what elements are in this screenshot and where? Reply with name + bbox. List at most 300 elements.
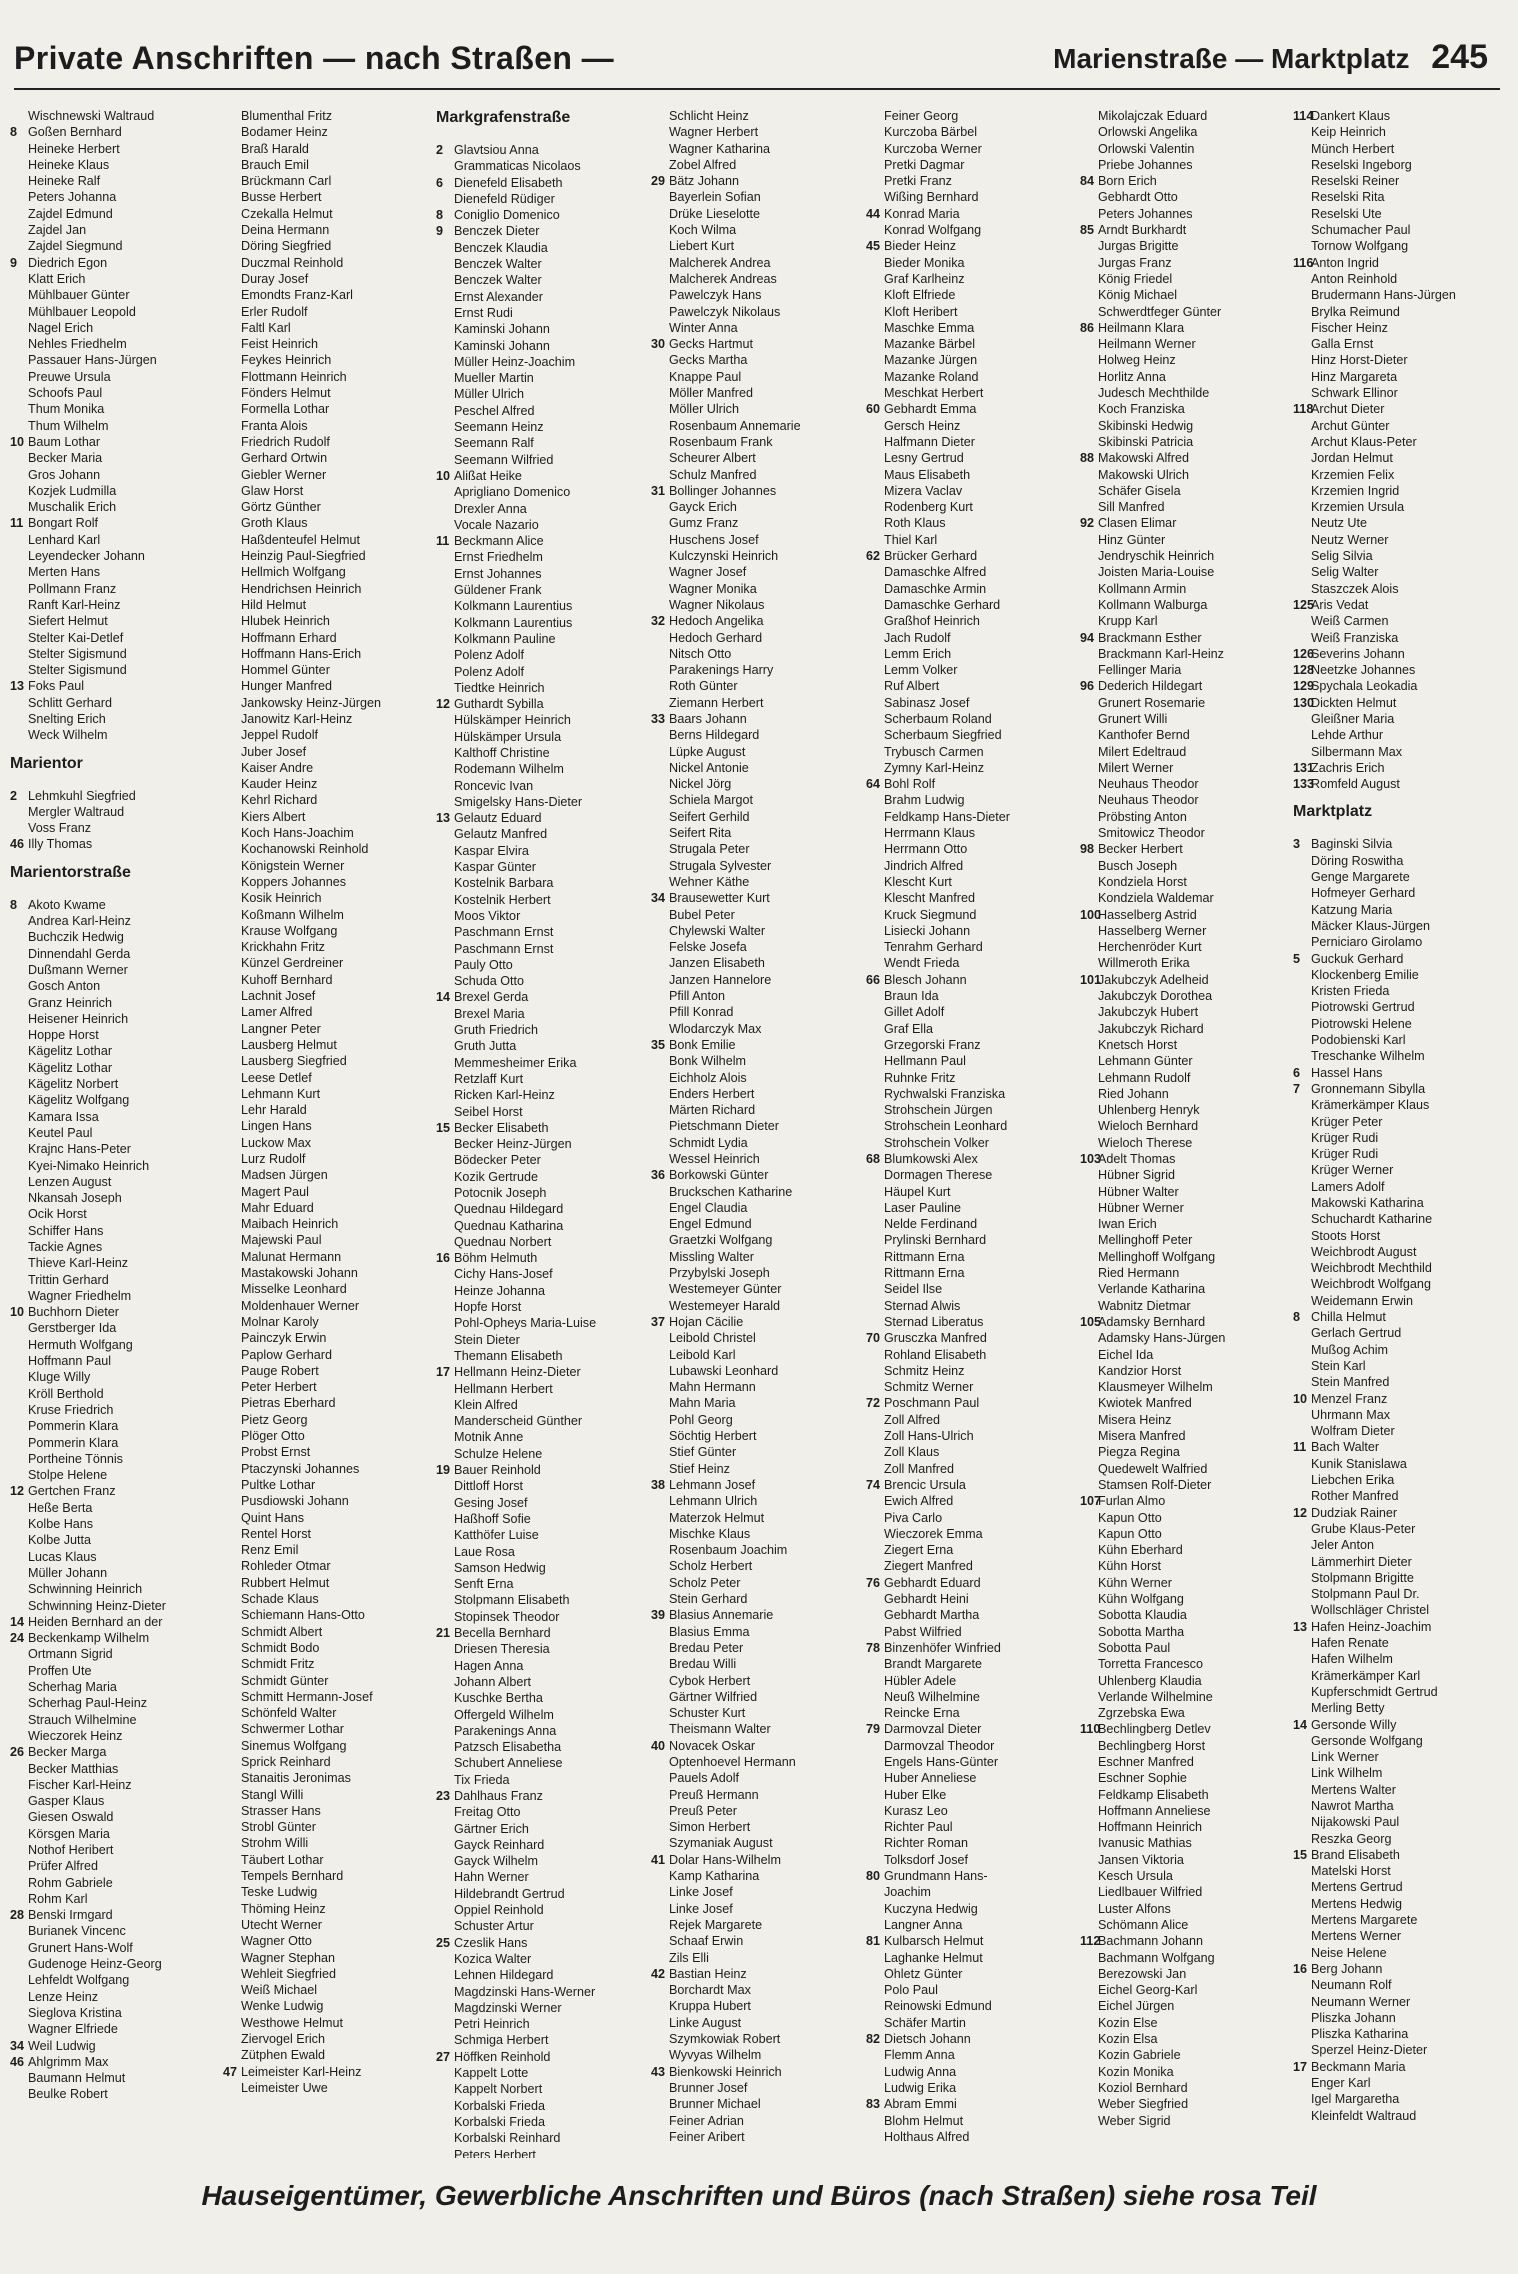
resident-name: Hinz Margareta (1311, 369, 1398, 384)
resident-name: Hildebrandt Gertrud (454, 1886, 565, 1901)
resident-name: Neumann Rolf (1311, 1978, 1392, 1993)
directory-entry (1080, 336, 1292, 352)
directory-entry (651, 890, 863, 906)
directory-entry (1080, 1787, 1292, 1803)
directory-entry (223, 1982, 435, 1998)
directory-entry (866, 2015, 1078, 2031)
directory-entry (436, 843, 648, 859)
resident-name: Schiela Margot (669, 793, 753, 808)
resident-name: Spychala Leokadia (1311, 679, 1418, 694)
resident-name: Schmidt Lydia (669, 1135, 748, 1150)
directory-entry (1080, 1770, 1292, 1786)
resident-name: Hahn Werner (454, 1870, 529, 1885)
resident-name: Jakubczyk Adelheid (1098, 972, 1209, 987)
directory-entry (1080, 1705, 1292, 1721)
directory-entry (1293, 1228, 1505, 1244)
resident-name: Stolpmann Brigitte (1311, 1570, 1414, 1585)
directory-entry (1080, 1004, 1292, 1020)
directory-entry (1080, 695, 1292, 711)
resident-name: Furlan Almo (1098, 1494, 1166, 1509)
directory-entry (651, 1770, 863, 1786)
directory-entry (866, 1689, 1078, 1705)
resident-name: Preuß Hermann (669, 1787, 759, 1802)
directory-entry (10, 401, 222, 417)
directory-entry (866, 1542, 1078, 1558)
directory-entry (436, 191, 648, 207)
house-number: 100 (1080, 907, 1102, 922)
resident-name: Ludwig Erika (884, 2080, 957, 2095)
directory-entry (223, 1135, 435, 1151)
directory-entry (1293, 1994, 1505, 2010)
resident-name: Anton Reinhold (1311, 271, 1398, 286)
directory-entry (1080, 1477, 1292, 1493)
house-number: 2 (10, 788, 18, 803)
directory-entry (651, 238, 863, 254)
directory-entry (1080, 1347, 1292, 1363)
directory-entry (866, 1933, 1078, 1949)
directory-entry (651, 532, 863, 548)
house-number: 42 (651, 1966, 666, 1981)
directory-entry (10, 304, 222, 320)
resident-name: Lurz Rudolf (241, 1152, 306, 1166)
directory-entry (1080, 939, 1292, 955)
resident-name: Kolkmann Laurentius (454, 615, 573, 630)
resident-name: Wyvyas Wilhelm (669, 2048, 762, 2063)
resident-name: Täubert Lothar (241, 1852, 324, 1867)
directory-entry (866, 1086, 1078, 1102)
resident-name: Nelde Ferdinand (884, 1217, 978, 1232)
directory-entry (10, 385, 222, 401)
resident-name: Schubert Anneliese (454, 1756, 563, 1771)
resident-name: Berns Hildegard (669, 728, 760, 743)
directory-entry (436, 1739, 648, 1755)
resident-name: Duczmal Reinhold (241, 255, 344, 270)
resident-name: Staszczek Alois (1311, 581, 1399, 596)
directory-entry (223, 1884, 435, 1900)
resident-name: Lehmann Josef (669, 1477, 756, 1492)
resident-name: Krupp Karl (1098, 614, 1158, 629)
directory-entry (651, 858, 863, 874)
resident-name: Seifert Rita (669, 826, 732, 841)
directory-entry (436, 1560, 648, 1576)
resident-name: Kamp Katharina (669, 1869, 760, 1884)
resident-name: Emondts Franz-Karl (241, 288, 353, 303)
directory-entry (223, 434, 435, 450)
resident-name: Dietsch Johann (884, 2032, 971, 2047)
house-number: 83 (866, 2097, 881, 2112)
directory-entry (1080, 760, 1292, 776)
directory-entry (866, 1884, 1078, 1900)
resident-name: Mahn Maria (669, 1396, 736, 1411)
resident-name: Wagner Friedhelm (28, 1288, 132, 1303)
resident-name: Duray Josef (241, 271, 309, 286)
house-number: 39 (651, 1608, 666, 1623)
directory-entry (436, 256, 648, 272)
directory-entry (436, 240, 648, 256)
house-number: 32 (651, 614, 666, 629)
resident-name: Eichel Ida (1098, 1347, 1154, 1362)
resident-name: Hoppe Horst (28, 1028, 99, 1043)
resident-name: Pultke Lothar (241, 1477, 316, 1492)
resident-name: Kozin Monika (1098, 2064, 1174, 2079)
resident-name: Pretki Franz (884, 174, 952, 189)
directory-entry (1080, 483, 1292, 499)
directory-entry (1293, 711, 1505, 727)
house-number: 28 (10, 1908, 25, 1923)
house-number: 27 (436, 2049, 451, 2064)
resident-name: Enders Herbert (669, 1086, 755, 1101)
house-number: 26 (10, 1745, 25, 1760)
directory-entry (223, 1232, 435, 1248)
resident-name: Jakubczyk Richard (1098, 1021, 1204, 1036)
directory-entry (436, 1723, 648, 1739)
resident-name: Pommerin Klara (28, 1435, 119, 1450)
directory-entry (10, 1255, 222, 1271)
directory-entry (223, 450, 435, 466)
resident-name: Mellinghoff Wolfgang (1098, 1249, 1216, 1264)
directory-entry (10, 929, 222, 945)
directory-entry (436, 615, 648, 631)
resident-name: Schade Klaus (241, 1592, 319, 1607)
directory-entry (866, 385, 1078, 401)
resident-name: Kaspar Günter (454, 860, 536, 875)
directory-entry (436, 305, 648, 321)
resident-name: Benski Irmgard (28, 1908, 113, 1923)
directory-entry (436, 1902, 648, 1918)
house-number: 16 (436, 1251, 451, 1266)
directory-entry (223, 695, 435, 711)
resident-name: Peters Johannes (1098, 206, 1193, 221)
resident-name: Baumann Helmut (28, 2071, 126, 2086)
directory-entry (866, 1102, 1078, 1118)
directory-entry (866, 1852, 1078, 1868)
resident-name: Bauer Reinhold (454, 1463, 541, 1478)
directory-entry (1293, 869, 1505, 885)
directory-entry (223, 1656, 435, 1672)
directory-entry (10, 962, 222, 978)
directory-entry (1293, 597, 1505, 613)
resident-name: Dickten Helmut (1311, 695, 1397, 710)
resident-name: Grunert Rosemarie (1098, 695, 1206, 710)
resident-name: Lehde Arthur (1311, 728, 1384, 743)
directory-entry (10, 483, 222, 499)
house-number: 129 (1293, 679, 1315, 694)
resident-name: Stanaitis Jeronimas (241, 1771, 351, 1786)
directory-entry (1080, 1591, 1292, 1607)
directory-entry (436, 664, 648, 680)
directory-entry (1293, 1863, 1505, 1879)
resident-name: Hafen Heinz-Joachim (1311, 1619, 1432, 1634)
resident-name: Cybok Herbert (669, 1673, 751, 1688)
resident-name: Jurgas Franz (1098, 255, 1172, 270)
directory-entry (651, 1395, 863, 1411)
directory-entry (1293, 1179, 1505, 1195)
resident-name: Reselski Ute (1311, 206, 1382, 221)
resident-name: Brauch Emil (241, 157, 309, 172)
resident-name: Busch Joseph (1098, 858, 1178, 873)
resident-name: Dederich Hildegart (1098, 679, 1203, 694)
directory-entry (651, 874, 863, 890)
directory-entry (436, 2065, 648, 2081)
directory-entry (1080, 1379, 1292, 1395)
directory-entry (436, 1283, 648, 1299)
resident-name: Snelting Erich (28, 711, 106, 726)
resident-name: Gerlach Gertrud (1311, 1326, 1402, 1341)
resident-name: Jakubczyk Hubert (1098, 1005, 1199, 1020)
resident-name: Lemm Volker (884, 663, 958, 678)
resident-name: Hübler Adele (884, 1673, 957, 1688)
house-number: 82 (866, 2032, 881, 2047)
directory-entry (866, 255, 1078, 271)
directory-entry (651, 1379, 863, 1395)
resident-name: Maschke Emma (884, 320, 975, 335)
resident-name: Scholz Herbert (669, 1559, 753, 1574)
resident-name: Podobienski Karl (1311, 1033, 1406, 1048)
resident-name: Schäfer Gisela (1098, 483, 1181, 498)
directory-entry (1293, 1798, 1505, 1814)
directory-entry (651, 1314, 863, 1330)
directory-entry (10, 820, 222, 836)
directory-entry (651, 1917, 863, 1933)
resident-name: Münch Herbert (1311, 141, 1395, 156)
resident-name: Hedoch Gerhard (669, 630, 763, 645)
resident-name: Romfeld August (1311, 777, 1400, 792)
house-number: 14 (1293, 1717, 1308, 1732)
directory-entry (223, 255, 435, 271)
directory-entry (866, 1787, 1078, 1803)
directory-entry (1080, 727, 1292, 743)
resident-name: Meschkat Herbert (884, 386, 984, 401)
house-number: 10 (436, 468, 451, 483)
directory-entry (436, 1511, 648, 1527)
directory-entry (651, 1477, 863, 1493)
resident-name: Leyendecker Johann (28, 549, 145, 564)
house-number: 44 (866, 206, 881, 221)
resident-name: Linke August (669, 2015, 742, 2030)
column-4 (651, 108, 863, 2158)
resident-name: Heilmann Werner (1098, 337, 1196, 352)
directory-entry (10, 124, 222, 140)
resident-name: Baars Johann (669, 711, 747, 726)
directory-entry (651, 939, 863, 955)
directory-entry (866, 1770, 1078, 1786)
directory-entry (866, 1265, 1078, 1281)
resident-name: Wolfram Dieter (1311, 1424, 1395, 1439)
resident-name: Feiner Georg (884, 109, 959, 123)
directory-entry (651, 1998, 863, 2014)
resident-name: Piotrowski Gertrud (1311, 1000, 1415, 1015)
directory-entry (1080, 1232, 1292, 1248)
directory-entry (651, 141, 863, 157)
resident-name: Nawrot Martha (1311, 1798, 1394, 1813)
resident-name: Korbalski Frieda (454, 2098, 545, 2113)
directory-entry (1080, 1281, 1292, 1297)
directory-entry (436, 1527, 648, 1543)
directory-entry (651, 776, 863, 792)
resident-name: Magdzinski Hans-Werner (454, 1984, 596, 1999)
directory-entry (10, 1646, 222, 1662)
directory-entry (10, 173, 222, 189)
resident-name: Skibinski Patricia (1098, 434, 1194, 449)
resident-name: Müller Heinz-Joachim (454, 354, 576, 369)
directory-entry (1080, 1966, 1292, 1982)
directory-entry (866, 1526, 1078, 1542)
resident-name: Lucas Klaus (28, 1549, 97, 1564)
directory-entry (436, 1821, 648, 1837)
directory-entry (1293, 1961, 1505, 1977)
resident-name: Polo Paul (884, 1983, 938, 1998)
resident-name: Grunert Willi (1098, 711, 1168, 726)
resident-name: Rosenbaum Frank (669, 434, 773, 449)
resident-name: Hild Helmut (241, 597, 307, 612)
directory-entry (866, 1819, 1078, 1835)
resident-name: Mertens Werner (1311, 1929, 1402, 1944)
resident-name: Priebe Johannes (1098, 157, 1193, 172)
resident-name: Schmitt Hermann-Josef (241, 1689, 373, 1704)
directory-entry (1080, 792, 1292, 808)
resident-name: Roth Günter (669, 679, 738, 694)
house-number: 68 (866, 1152, 881, 1166)
resident-name: Formella Lothar (241, 402, 330, 417)
resident-name: Wißing Bernhard (884, 190, 979, 205)
directory-entry (651, 304, 863, 320)
directory-entry (223, 1591, 435, 1607)
directory-entry (651, 662, 863, 678)
directory-entry (436, 321, 648, 337)
directory-entry (866, 467, 1078, 483)
directory-entry (10, 1320, 222, 1336)
resident-name: Diedrich Egon (28, 255, 108, 270)
resident-name: Gärtner Erich (454, 1821, 529, 1836)
house-number: 62 (866, 549, 881, 564)
resident-name: Lubawski Leonhard (669, 1363, 779, 1378)
resident-name: Lamer Alfred (241, 1005, 313, 1020)
directory-entry (436, 1804, 648, 1820)
resident-name: Kaminski Johann (454, 338, 550, 353)
resident-name: Archut Klaus-Peter (1311, 434, 1417, 449)
directory-entry (10, 597, 222, 613)
house-number: 21 (436, 1626, 451, 1641)
house-number: 2 (436, 143, 444, 157)
directory-entry (866, 157, 1078, 173)
resident-name: Teske Ludwig (241, 1885, 318, 1900)
directory-entry (1080, 369, 1292, 385)
resident-name: Schiemann Hans-Otto (241, 1608, 365, 1623)
resident-name: Wagner Otto (241, 1934, 312, 1949)
directory-entry (1080, 255, 1292, 271)
resident-name: Holweg Heinz (1098, 353, 1176, 368)
resident-name: Bodamer Heinz (241, 125, 328, 140)
directory-entry (436, 1250, 648, 1266)
directory-entry (10, 995, 222, 1011)
house-number: 46 (10, 2054, 25, 2069)
directory-entry (1080, 1510, 1292, 1526)
directory-entry (223, 1689, 435, 1705)
house-number: 84 (1080, 174, 1095, 189)
resident-name: Deina Hermann (241, 223, 330, 238)
directory-entry (866, 1575, 1078, 1591)
directory-entry (223, 727, 435, 743)
directory-entry (866, 124, 1078, 140)
resident-name: Willmeroth Erika (1098, 956, 1190, 971)
directory-entry (436, 810, 648, 826)
directory-entry (1080, 189, 1292, 205)
directory-entry (10, 1190, 222, 1206)
resident-name: Strugala Peter (669, 842, 750, 857)
directory-entry (223, 1950, 435, 1966)
resident-name: Reincke Erna (884, 1706, 960, 1721)
resident-name: Wagner Josef (669, 565, 747, 580)
resident-name: Fellinger Maria (1098, 663, 1182, 678)
directory-entry (866, 1656, 1078, 1672)
directory-entry (223, 532, 435, 548)
resident-name: Parakenings Harry (669, 663, 774, 678)
resident-name: Kuhoff Bernhard (241, 972, 333, 987)
resident-name: Coniglio Domenico (454, 208, 560, 223)
resident-name: Tenrahm Gerhard (884, 940, 983, 955)
resident-name: Gelautz Eduard (454, 811, 542, 826)
resident-name: Janzen Elisabeth (669, 956, 765, 971)
directory-entry (10, 1891, 222, 1907)
directory-entry (651, 988, 863, 1004)
resident-name: Buchhorn Dieter (28, 1305, 120, 1320)
resident-name: Mertens Hedwig (1311, 1896, 1402, 1911)
directory-entry (651, 1200, 863, 1216)
directory-entry (436, 1218, 648, 1234)
resident-name: Missling Walter (669, 1249, 754, 1264)
directory-entry (1080, 630, 1292, 646)
directory-entry (651, 1021, 863, 1037)
directory-entry (651, 1950, 863, 1966)
resident-name: Skibinski Hedwig (1098, 418, 1194, 433)
directory-entry (651, 841, 863, 857)
directory-entry (866, 336, 1078, 352)
directory-entry (1080, 678, 1292, 694)
directory-entry (1080, 1754, 1292, 1770)
directory-entry (1293, 1847, 1505, 1863)
directory-entry (10, 1793, 222, 1809)
directory-entry (223, 320, 435, 336)
directory-entry (436, 761, 648, 777)
resident-name: Lenhard Karl (28, 532, 101, 547)
resident-name: Ziervogel Erich (241, 2032, 325, 2047)
resident-name: Becker Herbert (1098, 842, 1183, 857)
house-number: 47 (223, 2064, 238, 2079)
resident-name: Hagen Anna (454, 1658, 524, 1673)
directory-entry (223, 141, 435, 157)
resident-name: Hasselberg Astrid (1098, 907, 1197, 922)
resident-name: Mueller Martin (454, 371, 534, 386)
directory-entry (866, 1037, 1078, 1053)
resident-name: Gelautz Manfred (454, 827, 548, 842)
resident-name: Zobel Alfred (669, 157, 737, 172)
directory-entry (1293, 157, 1505, 173)
resident-name: Magdzinski Werner (454, 2000, 562, 2015)
resident-name: Korbalski Frieda (454, 2114, 545, 2129)
directory-entry (1080, 238, 1292, 254)
resident-name: Borchardt Max (669, 1983, 751, 1998)
directory-entry (223, 173, 435, 189)
resident-name: Gersonde Wolfgang (1311, 1733, 1423, 1748)
resident-name: Piegza Regina (1098, 1445, 1180, 1460)
resident-name: Sabinasz Josef (884, 695, 970, 710)
resident-name: Moldenhauer Werner (241, 1298, 360, 1313)
resident-name: Sternad Liberatus (884, 1314, 984, 1329)
resident-name: Krajnc Hans-Peter (28, 1142, 131, 1157)
directory-entry (866, 1070, 1078, 1086)
directory-entry (223, 124, 435, 140)
directory-entry (1293, 1570, 1505, 1586)
